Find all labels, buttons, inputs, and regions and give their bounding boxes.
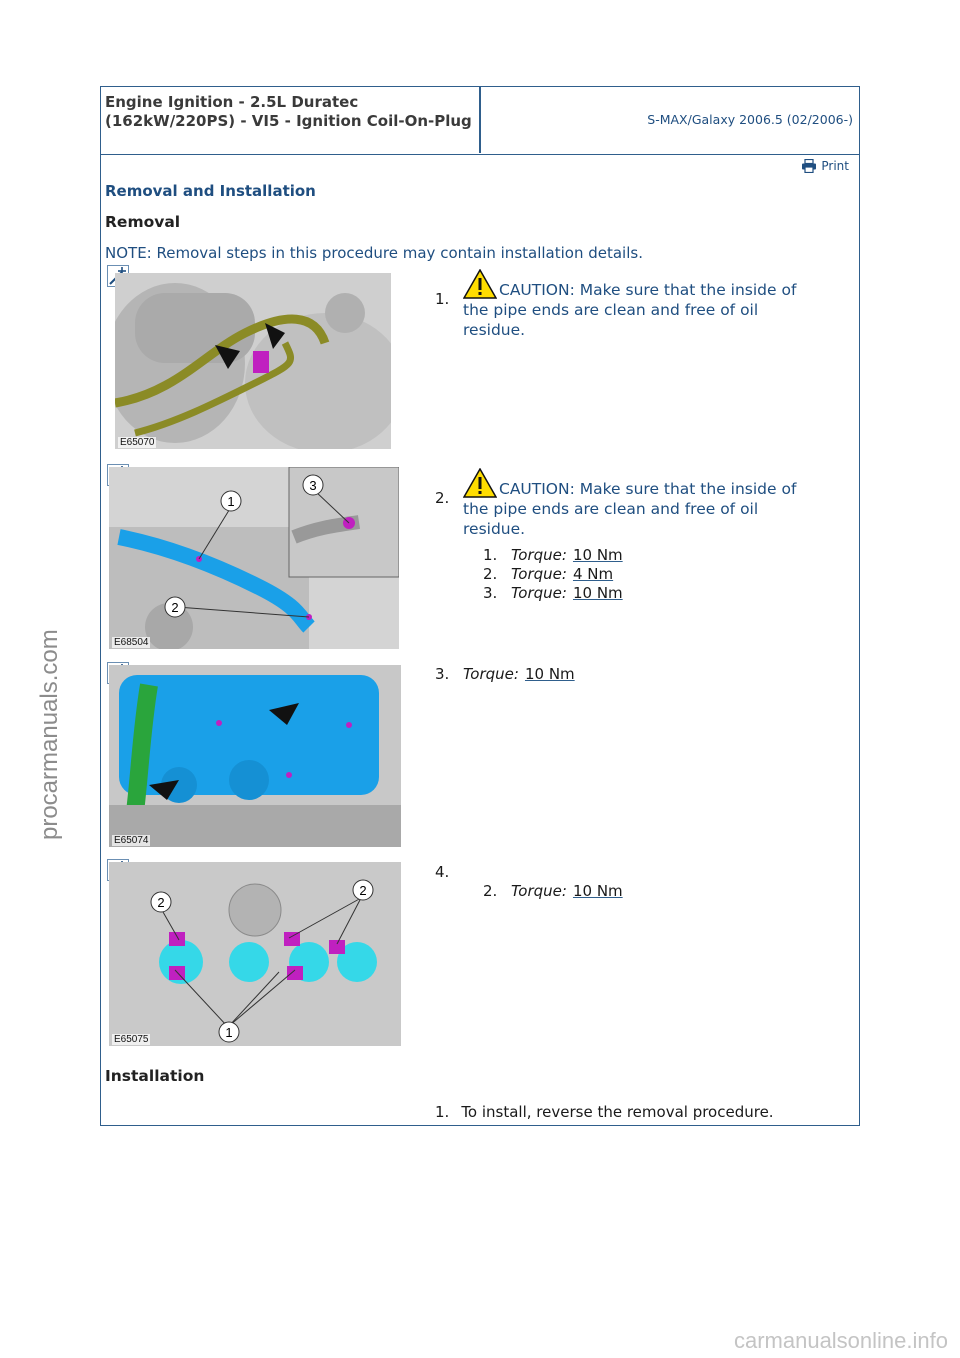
step-number: 3. <box>435 665 450 683</box>
callout-label: 3 <box>309 478 317 493</box>
caution-icon <box>463 468 497 498</box>
torque-value[interactable]: 10 Nm <box>572 584 623 602</box>
figure-e65075[interactable] <box>109 862 401 1046</box>
torque-value[interactable]: 10 Nm <box>572 882 623 900</box>
side-watermark: procarmanuals.com <box>36 629 63 840</box>
engine-illustration <box>109 665 401 847</box>
section-title: Removal and Installation <box>105 182 316 200</box>
step-text: CAUTION: Make sure that the inside of the pipe ends are clean and free of oil residue. <box>463 468 823 539</box>
printer-icon <box>801 159 817 173</box>
torque-item: 2. Torque: 4 Nm <box>483 565 614 583</box>
callout-label: 2 <box>157 895 165 910</box>
figure-id: E68504 <box>114 637 149 648</box>
torque-value[interactable]: 10 Nm <box>572 546 623 564</box>
figure-id: E65070 <box>120 437 155 448</box>
document-header <box>101 87 859 155</box>
engine-illustration <box>109 467 399 649</box>
torque-item: 3. Torque: 10 Nm <box>483 584 623 602</box>
installation-heading: Installation <box>105 1067 205 1085</box>
header-divider <box>479 87 481 153</box>
torque-value[interactable]: 10 Nm <box>524 665 575 683</box>
callout-label: 1 <box>227 494 235 509</box>
callout-label: 2 <box>171 600 179 615</box>
model-label: S-MAX/Galaxy 2006.5 (02/2006-) <box>647 112 853 127</box>
removal-heading: Removal <box>105 213 181 231</box>
callout-label: 1 <box>225 1025 233 1040</box>
footer-watermark: carmanualsonline.info <box>733 1328 948 1353</box>
torque-value[interactable]: 4 Nm <box>572 565 614 583</box>
print-link[interactable] <box>801 159 849 173</box>
figure-id: E65075 <box>114 1034 149 1045</box>
installation-step: 1. To install, reverse the removal procedure. <box>435 1103 774 1121</box>
caution-icon <box>463 269 497 299</box>
torque-item: 1. Torque: 10 Nm <box>483 546 623 564</box>
figure-e65074[interactable] <box>109 665 401 847</box>
torque-item: Torque: 10 Nm <box>463 665 575 683</box>
engine-illustration <box>109 862 401 1046</box>
figure-e68504[interactable] <box>109 467 399 649</box>
step-number: 1. <box>435 290 450 308</box>
document-frame <box>100 86 860 1126</box>
step-number: 4. <box>435 863 450 881</box>
engine-illustration <box>115 273 391 449</box>
print-label: Print <box>821 159 849 173</box>
torque-item: 2. Torque: 10 Nm <box>483 882 623 900</box>
step-text: CAUTION: Make sure that the inside of the pipe ends are clean and free of oil residue. <box>463 269 823 340</box>
note-text: NOTE: Removal steps in this procedure may contain installation details. <box>105 244 643 262</box>
callout-label: 2 <box>359 883 367 898</box>
step-number: 2. <box>435 489 450 507</box>
figure-e65070[interactable] <box>115 273 391 449</box>
page-title: Engine Ignition - 2.5L Duratec (162kW/220PS) - VI5 - Ignition Coil-On-Plug <box>105 93 472 130</box>
figure-id: E65074 <box>114 835 149 846</box>
